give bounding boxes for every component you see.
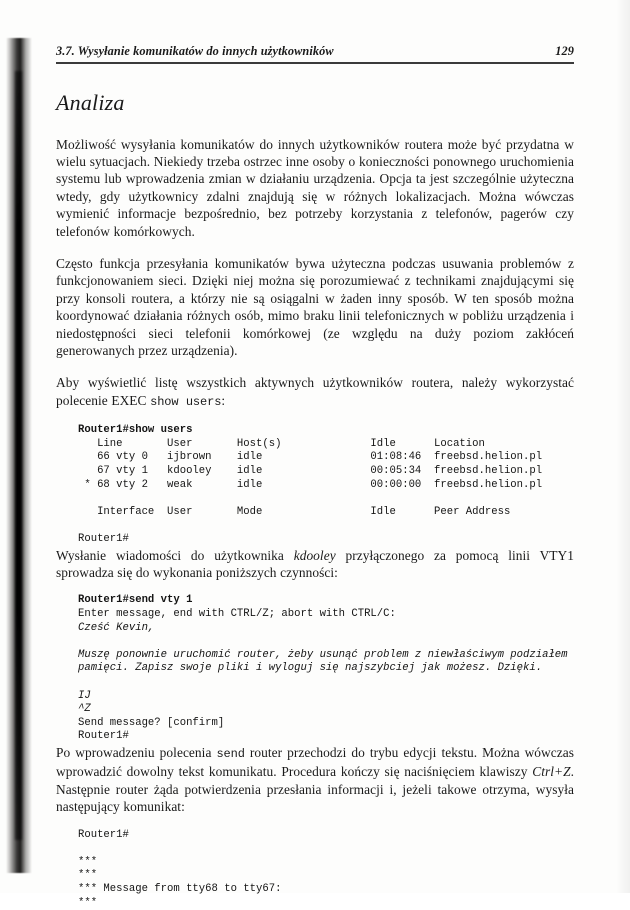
inline-command-show-users: show users	[150, 394, 222, 409]
page-edge-shading	[616, 0, 630, 893]
console-prompt: Router1#	[78, 828, 129, 841]
console-trailing-prompt: Router1#	[78, 730, 129, 743]
console-block-show-users	[78, 424, 574, 546]
key-echo-ctrl-z: ^Z	[78, 703, 91, 716]
key-echo-ij: IJ	[78, 689, 91, 702]
console-stars: ***	[78, 896, 98, 909]
paragraph-show-users-intro	[56, 374, 574, 411]
console-table-row: 67 vty 1 kdooley idle 00:05:34 freebsd.helion.pl	[78, 465, 543, 478]
message-greeting: Cześć Kevin,	[78, 621, 155, 634]
header-rule	[56, 62, 574, 64]
send-expl-b: router przechodzi do trybu edycji tekstu. Można wówczas wprowadzić dowolny tekst komunikatu. Procedura kończy się naciśnięciem klawiszy	[56, 744, 574, 780]
page-content	[56, 44, 574, 910]
paragraph-intro: Możliwość wysyłania komunikatów do innych użytkowników routera może być przydatna w wielu sytuacjach. Niekiedy trzeba ostrzec inne osoby o konieczności ponownego uruchomienia systemu lub wprowadzenia zmian w działaniu urządzenia. Opcja ta jest szczególnie użyteczna wtedy, gdy użytkownicy zdalni znajdują się w różnych lokalizacjach. Można wówczas wymienić informacje bezpośrednio, bez potrzeby korzystania z telefonów, pagerów czy telefonów komórkowych.	[56, 136, 574, 239]
paragraph-send-intro	[56, 547, 574, 582]
console-message-header: *** Message from tty68 to tty67:	[78, 882, 282, 895]
console-typed-command: send vty 1	[128, 594, 193, 607]
page-number: 129	[555, 44, 574, 58]
console-table-header: Line User Host(s) Idle Location	[78, 437, 485, 450]
send-expl-c: . Następnie router żąda potwierdzenia przesłania informacji i, jeżeli takowe otrzyma, wysyła następujący komunikat:	[56, 764, 574, 815]
inline-command-send: send	[216, 746, 245, 761]
console-interface-header: Interface User Mode Idle Peer Address	[78, 505, 511, 518]
message-body-line: Muszę ponownie uruchomić router, żeby usunąć problem z niewłaściwym podziałem	[78, 648, 568, 661]
paragraph-troubleshooting: Często funkcja przesyłania komunikatów bywa użyteczna podczas usuwania problemów z funkcjonowaniem sieci. Dzięki niej można się porozumiewać z technikami znajdującymi się przy konsoli routera, a którzy nie są osiągalni w żaden inny sposób. W ten sposób można koordynować działania różnych osób, mimo braku linii telefonicznych w pobliżu urządzenia i niedostępności sieci telefonii komórkowej (ze względu na duży poziom zakłóceń generowanych przez urządzenia).	[56, 256, 574, 359]
console-trailing-prompt: Router1#	[78, 533, 129, 546]
send-intro-after: przyłączonego za pomocą linii VTY1 sprowadza się do wykonania poniższych czynności:	[56, 547, 574, 581]
section-title: Analiza	[56, 89, 125, 115]
paragraph-send-explanation	[56, 744, 574, 816]
console-block-message-output	[78, 829, 574, 910]
keystroke-ctrl-z: Ctrl+Z	[532, 764, 571, 780]
console-prompt: Router1#	[78, 424, 129, 437]
text-before-command: Aby wyświetlić listę wszystkich aktywnych użytkowników routera, należy wykorzystać polecenie EXEC	[56, 375, 574, 408]
book-gutter-shadow	[6, 38, 32, 873]
console-block-send-vty	[78, 594, 574, 744]
console-prompt: Router1#	[78, 594, 129, 607]
send-expl-a: Po wprowadzeniu polecenia	[56, 744, 217, 760]
running-head	[56, 44, 574, 62]
message-body-line: pamięci. Zapisz swoje pliki i wyloguj się najszybciej jak możesz. Dzięki.	[78, 662, 543, 675]
console-notice: Enter message, end with CTRL/Z; abort with CTRL/C:	[78, 608, 396, 621]
console-table-row: * 68 vty 2 weak idle 00:00:00 freebsd.helion.pl	[78, 478, 543, 491]
console-stars: ***	[78, 855, 98, 868]
username-kdooley: kdooley	[293, 547, 336, 563]
console-table-row: 66 vty 0 ijbrown idle 01:08:46 freebsd.helion.pl	[78, 451, 543, 464]
console-typed-command: show users	[128, 424, 193, 437]
send-intro-before: Wysłanie wiadomości do użytkownika	[56, 547, 294, 563]
text-after-command: :	[221, 392, 226, 408]
running-head-title: 3.7. Wysyłanie komunikatów do innych użytkowników	[56, 44, 334, 58]
console-confirm-prompt: Send message? [confirm]	[78, 716, 225, 729]
console-stars: ***	[78, 869, 98, 882]
